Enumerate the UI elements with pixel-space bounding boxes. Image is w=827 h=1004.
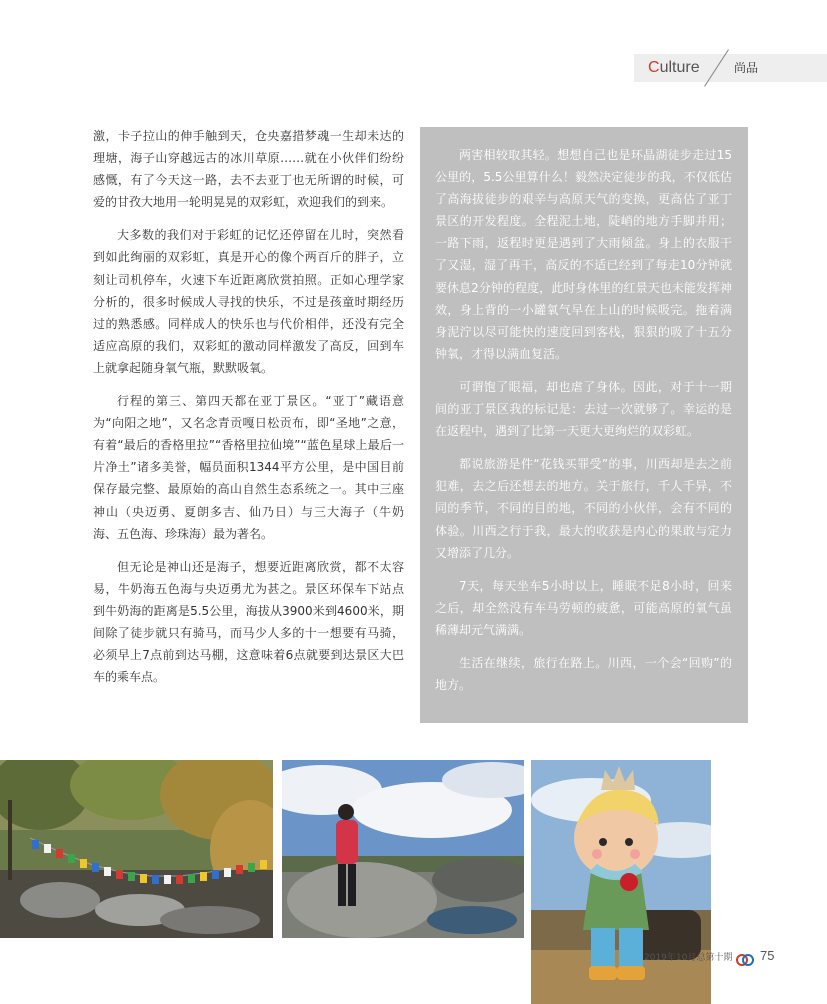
magazine-logo-icon (736, 951, 754, 963)
footer-issue-label: 2019年10月总第十期 (644, 953, 733, 963)
left-paragraph-1: 激，卡子拉山的伸手触到天，仓央嘉措梦魂一生却未达的理塘，海子山穿越远古的冰川草原……就在小伙伴们纷纷感慨，有了今天这一路，去不去亚丁也无所谓的时候，可爱的甘孜大地用一轮明晃晃的双彩虹，欢迎我们的到来。 (93, 129, 404, 210)
header-culture-initial: C (648, 59, 660, 76)
page-number: 75 (760, 948, 775, 963)
prayer-flags-forest-photo (0, 760, 273, 938)
left-paragraph-3: 行程的第三、第四天都在亚丁景区。“亚丁”藏语意为“向阳之地”，又名念青贡嘎日松贡布，即“圣地”之意，有着“最后的香格里拉”“香格里拉仙境”“蓝色星球上最后一片净土”诸多美誉，幅员面积1344平方公里，是中国目前保存最完整、最原始的高山自然生态系统之一。其中三座神山（央迈勇、夏朗多吉、仙乃日）与三大海子（牛奶海、五色海、珍珠海）最为著名。 (93, 394, 404, 541)
article-right-column (435, 144, 732, 707)
header-section-label: 尚品 (734, 61, 759, 75)
right-paragraph-1: 两害相较取其轻。想想自己也是环晶湖徒步走过15公里的，5.5公里算什么！毅然决定徒步的我，不仅低估了高海拔徒步的艰辛与高原天气的变换，更高估了亚丁景区的开发程度。全程泥土地，陡峭的地方手脚并用；一路下雨，返程时更是遇到了大雨倾盆。身上的衣服干了又湿，湿了再干，高反的不适已经到了每走10分钟就要休息2分钟的程度，此时身体里的红景天也未能发挥神效，身上背的一小罐氧气早在上山的时候吸完。拖着满身泥泞以尽可能快的速度回到客栈，狠狠的吸了十五分钟氧，才得以满血复活。 (435, 148, 732, 361)
right-paragraph-5: 生活在继续，旅行在路上。川西，一个会“回购”的地方。 (435, 655, 732, 693)
header-culture-label (648, 57, 700, 79)
article-left-column (93, 125, 404, 699)
woman-on-rock-photo (282, 760, 524, 938)
header-culture-rest: ulture (659, 59, 700, 76)
little-prince-figurine-photo (531, 760, 711, 1004)
right-paragraph-3: 都说旅游是件“花钱买罪受”的事，川西却是去之前犯难，去之后还想去的地方。关于旅行，千人千异，不同的季节，不同的目的地，不同的小伙伴，会有不同的体验。川西之行于我，最大的收获是内心的果敢与定力又增添了几分。 (435, 457, 732, 560)
right-paragraph-4: 7天，每天坐车5小时以上，睡眠不足8小时，回来之后，却全然没有车马劳顿的疲惫，可能高原的氧气虽稀薄却元气满满。 (435, 578, 732, 637)
right-paragraph-2: 可谓饱了眼福，却也虐了身体。因此，对于十一期间的亚丁景区我的标记是：去过一次就够了。幸运的是在返程中，遇到了比第一天更大更绚烂的双彩虹。 (435, 379, 732, 439)
left-paragraph-2: 大多数的我们对于彩虹的记忆还停留在儿时，突然看到如此绚丽的双彩虹，真是开心的像个两百斤的胖子，立刻让司机停车，火速下车近距离欣赏拍照。正如心理学家分析的，很多时候成人寻找的快乐，不过是孩童时期经历过的熟悉感。同样成人的快乐也与代价相伴，还没有完全适应高原的我们，双彩虹的激动同样激发了高反，回到车上就拿起随身氧气瓶，默默吸氧。 (93, 228, 404, 375)
left-paragraph-4: 但无论是神山还是海子，想要近距离欣赏，都不太容易，牛奶海五色海与央迈勇尤为甚之。景区环保车下站点到牛奶海的距离是5.5公里，海拔从3900米到4600米，期间除了徒步就只有骑马，而马少人多的十一想要有马骑，必须早上7点前到达马棚，这意味着6点就要到达景区大巴车的乘车点。 (93, 559, 404, 685)
